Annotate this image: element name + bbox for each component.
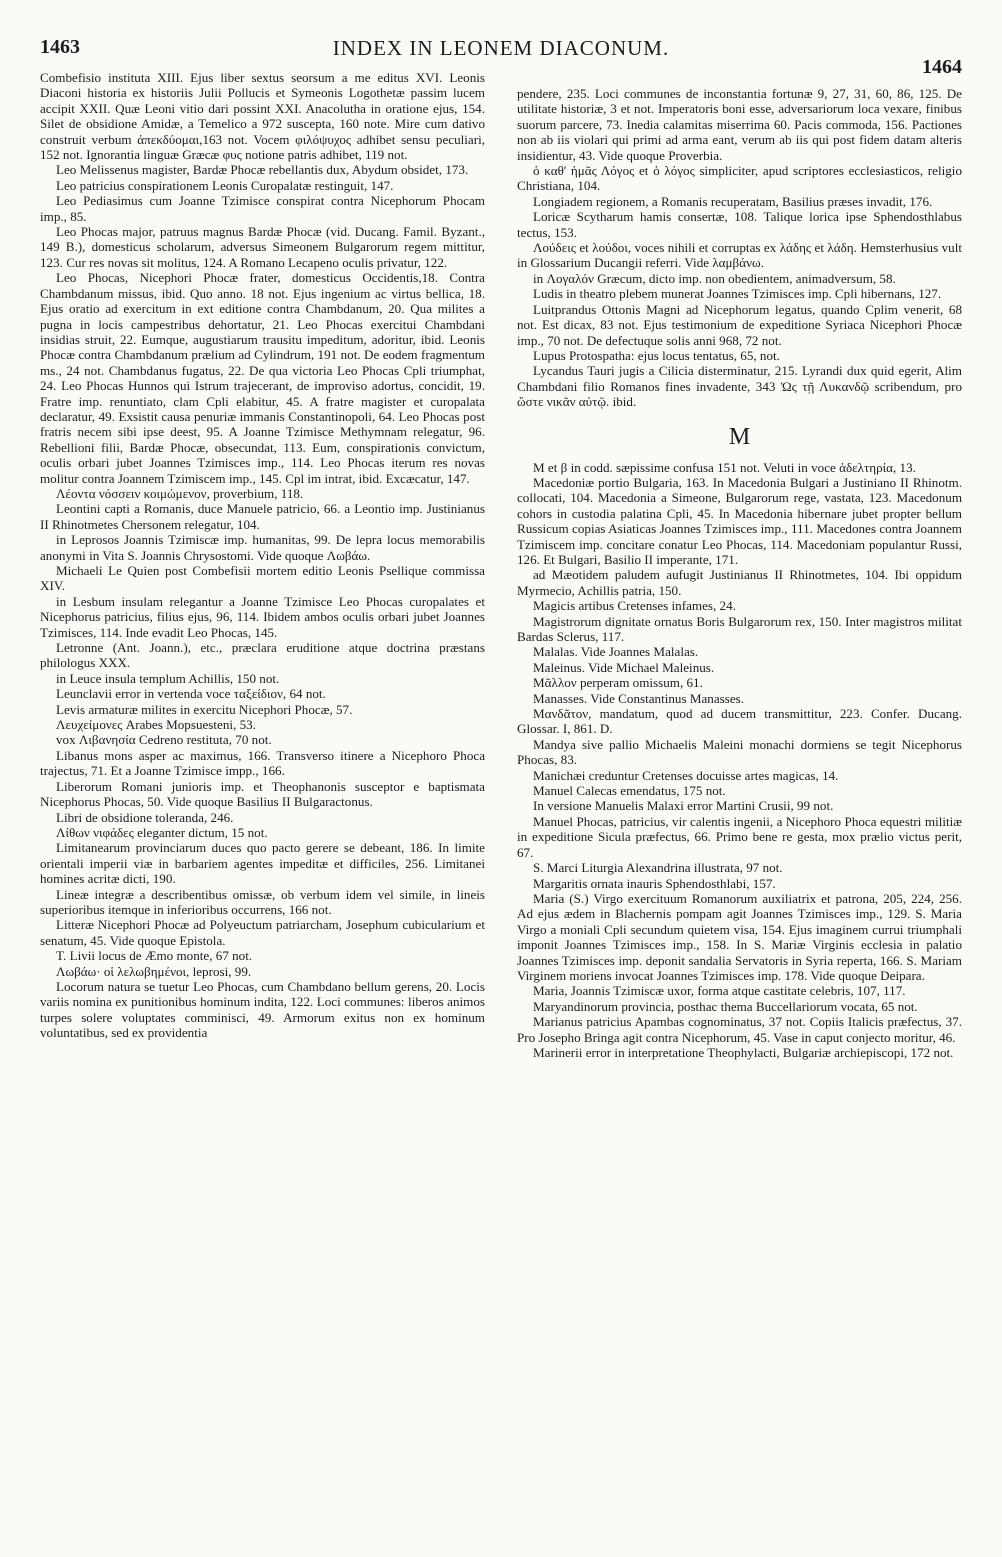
index-entry: Leo Pediasimus cum Joanne Tzimisce conspirat contra Nicephorum Phocam imp., 85. bbox=[40, 193, 485, 224]
index-entry: Λίθων νιφάδες eleganter dictum, 15 not. bbox=[56, 824, 268, 840]
index-entry: Magicis artibus Cretenses infames, 24. bbox=[533, 598, 736, 614]
page-number-right: 1464 bbox=[922, 56, 962, 78]
index-entry: Maria (S.) Virgo exercituum Romanorum auxiliatrix et patrona, 205, 224, 256. Ad ejus ædem in Blachernis pompam agit Joannes Tzimisces imp., 129. S. Maria Virgo a moniali Cpli secundum quietem visa, 154. Ejus imaginem currui triumphali imponit Joannes Tzimisces imp., 158. In S. Mariæ Virginis ecclesia in palatio Joannes Tzimisces imp. deponit sandalia Servatoris in Syria reperta, 166. S. Mariam Virginem moriens invocat Joannes Tzimisces imp. 178. Vide quoque Deipara. bbox=[517, 890, 962, 983]
index-entry: Μᾶλλον perperam omissum, 61. bbox=[533, 675, 703, 691]
index-entry: Λευχείμονες Arabes Mopsuesteni, 53. bbox=[56, 717, 256, 733]
index-entry: Leo patricius conspirationem Leonis Curopalatæ restinguit, 147. bbox=[56, 177, 394, 193]
index-entry: Λωβάω· οἱ λελωβημένοι, leprosi, 99. bbox=[56, 963, 252, 979]
entries-l bbox=[517, 86, 962, 410]
index-entry: Macedoniæ portio Bulgaria, 163. In Macedonia Bulgari a Justiniano II Rhinotm. collocati, 104. Macedonia a Simeone, Bulgarorum rege, vastata, 123. Macedonum cohors in custodia palatina Cpli, 45. In Macedonia hibernare jubet propter bellum Russicum copias Asiaticas Joannes Tzimisces imp., 111. Macedones contra Joannem Tzimiscem imp. concitare conatur Leo Phocas, 114. Macedoniam populantur Russi, 126. Et Bulgari, Basilio II imperante, 171. bbox=[517, 474, 962, 567]
index-entry: Longiadem regionem, a Romanis recuperatam, Basilius præses invadit, 176. bbox=[533, 193, 933, 209]
index-entry: Letronne (Ant. Joann.), etc., præclara eruditione atque doctrina præstans philologus XXX. bbox=[40, 640, 485, 671]
index-entry: M et β in codd. sæpissime confusa 151 not. Veluti in voce ἀδελτηρία, 13. bbox=[533, 459, 916, 475]
index-entry: T. Livii locus de Æmo monte, 67 not. bbox=[56, 948, 253, 964]
index-entry: vox Λιβανησία Cedreno restituta, 70 not. bbox=[56, 732, 272, 748]
index-entry: Leo Phocas, Nicephori Phocæ frater, domesticus Occidentis,18. Contra Chambdanum missus, ibid. Quo anno. 18 not. Ejus ingenium ac virtus bellica, 18. Ejus oratio ad exercitum in ext editione contra Chambdanum, 20. Qua milites a pugna in locis campestribus dehortatur, 21. Leo Phocas exercitui Chambdani insidias struit, 22. Eumque, augustiarum trausitu impeditum, adoritur, ibid. Leonis Phocæ contra Chambdanum prælium ad Cylindrum, 191 not. De eodem fragmentum ms., 24 not. Chambdanus fugatus, 22. De qua victoria Leo Phocas Cpli triumphat, 24. Leo Phocas Hunnos qui Istrum trajecerant, de improviso adortus, concidit, 19. Fratre imp. renuntiato, clam Cpli elabitur, 45. A fratre magister et curopalata declaratur, 49. Exsistit causa penuriæ immanis Constantinopoli, 64. Leo Phocas post fratris necem sibi ipse deest, 95. A Joanne Tzimisce Methymnam relegatur, 96. Rebellioni filii, Bardæ Phocæ, obsecundat, 113. Eum, conspirationis convictum, oculis orbari jubet Joannes Tzimisces imp., 114. Leo Phocas iterum res novas molitur contra Joannem Tzimiscem imp., 145. Cpl im intrat, ibid. Excæcatur, 147. bbox=[40, 270, 485, 486]
index-entry: Limitanearum provinciarum duces quo pacto gerere se debeant, 186. In limite orientali imperii viæ in barbariem agentes impeditæ et difficiles, 256. Limitanei homines acritæ dicti, 190. bbox=[40, 840, 485, 887]
index-entry: in Leuce insula templum Achillis, 150 not. bbox=[56, 670, 280, 686]
index-entry: Leontini capti a Romanis, duce Manuele patricio, 66. a Leontio imp. Justinianus II Rhinotmetes Chersonem relegatur, 104. bbox=[40, 501, 485, 532]
index-entry: Margaritis ornata inauris Sphendosthlabi, 157. bbox=[533, 875, 776, 891]
index-entry: Loricæ Scytharum hamis consertæ, 108. Talique lorica ipse Sphendosthlabus tectus, 153. bbox=[517, 209, 962, 240]
entries-m bbox=[517, 460, 962, 1061]
index-entry: Leo Melissenus magister, Bardæ Phocæ rebellantis dux, Abydum obsidet, 173. bbox=[56, 162, 469, 178]
index-entry: ad Mæotidem paludem aufugit Justinianus II Rhinotmetes, 104. Ibi oppidum Myrmecio, Achillis patria, 150. bbox=[517, 567, 962, 598]
index-entry: In versione Manuelis Malaxi error Martini Crusii, 99 not. bbox=[533, 798, 834, 814]
index-entry: S. Marci Liturgia Alexandrina illustrata, 97 not. bbox=[533, 860, 783, 876]
index-entry: Liberorum Romani junioris imp. et Theophanonis susceptor e baptismata Nicephorus Phocas, 50. Vide quoque Basilius II Bulgaractonus. bbox=[40, 778, 485, 810]
index-entry: in Lesbum insulam relegantur a Joanne Tzimisce Leo Phocas curopalates et Nicephorus patricius, filius ejus, 96, 114. Ibidem ambos oculis orbari jubet Joannes Tzimisces, 114. Inde evadit Leo Phocas, 145. bbox=[40, 593, 485, 640]
index-entry: Λέοντα νόσσειν κοιμώμενον, proverbium, 118. bbox=[56, 485, 304, 501]
index-entry: Malalas. Vide Joannes Malalas. bbox=[533, 644, 699, 660]
index-entry: Libanus mons asper ac maximus, 166. Transverso itinere a Nicephoro Phoca trajectus, 71. Et a Joanne Tzimisce impp., 166. bbox=[40, 747, 485, 779]
index-entry: Manuel Phocas, patricius, vir calentis ingenii, a Nicephoro Phoca equestri militiæ in expeditione Sicula præfectus, 66. Primo bene re gesta, mox prælio victus perit, 67. bbox=[517, 813, 962, 860]
index-entry: Combefisio instituta XIII. Ejus liber sextus seorsum a me editus XVI. Leonis Diaconi historia ex historiis Julii Pollucis et Symeonis Logothetæ passim lucem accipit XXII. Quæ Leoni vitio dari possint XXI. Anacolutha in oratione ejus, 154. Silet de obsidione Amidæ, a Temelico a 972 suscepta, 160 note. Mire cum dativo construit verbum ἀπεκδύομαι,163 not. Vocem φιλόψυχος adhibet sensu peculiari, 152 not. Ignorantia linguæ Græcæ φυς notione patris adhibet, 119 not. bbox=[40, 70, 485, 163]
index-entry: Maryandinorum provincia, posthac thema Buccellariorum vocata, 65 not. bbox=[533, 998, 918, 1014]
index-entry: Lineæ integræ a describentibus omissæ, ob verbum idem vel simile, in lineis superioribus itemque in inferioribus occurrens, 166 not. bbox=[40, 886, 485, 917]
index-entry: Maleinus. Vide Michael Maleinus. bbox=[533, 659, 715, 675]
left-column bbox=[40, 70, 485, 1540]
index-entry: Leo Phocas major, patruus magnus Bardæ Phocæ (vid. Ducang. Famil. Byzant., 149 B.), domesticus scholarum, adversus Simeonem Bulgarorum regem mittitur, 123. Cur res novas sit molitus, 124. A Romano Lecapeno oculis privatur, 122. bbox=[40, 224, 485, 270]
index-entry: Ludis in theatro plebem munerat Joannes Tzimisces imp. Cpli hibernans, 127. bbox=[533, 286, 942, 302]
index-entry: Mandya sive pallio Michaelis Maleini monachi dormiens se tegit Nicephorus Phocas, 83. bbox=[517, 736, 962, 768]
index-entry: Maria, Joannis Tzimiscæ uxor, forma atque castitate celebris, 107, 117. bbox=[533, 983, 906, 999]
index-entry: Locorum natura se tuetur Leo Phocas, cum Chambdano bellum gerens, 20. Locis variis nomina ex punitionibus hominum indita, 122. Loci communes: liberos animos turpes solere voluptates comminisci, 49. Armorum exitus non ex hominum voluntatibus, sed ex providentia bbox=[40, 978, 485, 1041]
index-entry: Lupus Protospatha: ejus locus tentatus, 65, not. bbox=[533, 347, 780, 363]
index-entry: pendere, 235. Loci communes de inconstantia fortunæ 9, 27, 31, 60, 86, 125. De utilitate historiæ, 3 et not. Imperatoris boni esse, adversariorum loca vexare, finibus suorum parcere, 73. Inedia calamitas miserrima 60. Pacis commoda, 156. Pactiones non ab iis violari qui primi ad arma eant, verum ab iis qui post fidem datam alteris insidientur, 43. Vide quoque Proverbia. bbox=[517, 86, 962, 163]
index-entry: Manuel Calecas emendatus, 175 not. bbox=[533, 783, 726, 799]
index-entry: Manasses. Vide Constantinus Manasses. bbox=[533, 690, 745, 706]
page-header bbox=[40, 26, 962, 78]
index-entry: Libri de obsidione toleranda, 246. bbox=[56, 809, 234, 825]
index-entry: ὁ καθ' ἡμᾶς Λόγος et ὁ λόγος simpliciter, apud scriptores ecclesiasticos, religio Christiana, 104. bbox=[517, 163, 962, 194]
index-entry: Manichæi creduntur Cretenses docuisse artes magicas, 14. bbox=[533, 767, 839, 783]
index-entry: Magistrorum dignitate ornatus Boris Bulgarorum rex, 150. Inter magistros militat Bardas Sclerus, 117. bbox=[517, 613, 962, 644]
index-entry: Lycandus Tauri jugis a Cilicia disterminatur, 215. Lyrandi dux quid egerit, Alim Chambdani filio Romanos fines invadente, 343 Ὡς τῇ Λυκανδῷ scribendum, pro ὥστε νικᾶν αὐτῷ. ibid. bbox=[517, 363, 962, 410]
index-entry: Leunclavii error in vertenda voce ταξείδιον, 64 not. bbox=[56, 686, 326, 702]
index-entry: Michaeli Le Quien post Combefisii mortem editio Leonis Psellique commissa XIV. bbox=[40, 563, 485, 594]
index-entry: Luitprandus Ottonis Magni ad Nicephorum legatus, quando Cplim venerit, 68 not. Est dicax, 83 not. Ejus testimonium de expeditione Syriaca Nicephori Phocæ imp., 70 not. De defectuque solis anni 968, 72 not. bbox=[517, 301, 962, 348]
index-entry: Λούδεις et λούδοι, voces nihili et corruptas ex λάδης et λάδη. Hemsterhusius vult in Glossarium Ducangii referri. Vide λαμβάνω. bbox=[517, 240, 962, 271]
index-entry: in Leprosos Joannis Tzimiscæ imp. humanitas, 99. De lepra locus memorabilis anonymi in Vita S. Joannis Chrysostomi. Vide quoque Λωβάω. bbox=[40, 532, 485, 563]
page-title: INDEX IN LEONEM DIACONUM. bbox=[332, 36, 670, 60]
index-entry: in Λογαλόν Græcum, dicto imp. non obedientem, animadversum, 58. bbox=[533, 270, 896, 286]
index-entry: Litteræ Nicephori Phocæ ad Polyeuctum patriarcham, Josephum cubicularium et senatum, 45. Vide quoque Epistola. bbox=[40, 917, 485, 948]
index-entry: Levis armaturæ milites in exercitu Nicephori Phocæ, 57. bbox=[56, 701, 353, 717]
section-letter: M bbox=[728, 423, 751, 450]
right-column bbox=[517, 86, 962, 1556]
index-entry: Marianus patricius Apambas cognominatus, 37 not. Copiis Italicis præfectus, 37. Pro Josepho Bringa agit contra Nicephorum, 45. Vase in caput conjecto moritur, 46. bbox=[517, 1014, 962, 1045]
index-entry: Μανδᾶτον, mandatum, quod ad ducem transmittitur, 223. Confer. Ducang. Glossar. I, 861. D. bbox=[517, 706, 962, 737]
index-entry: Marinerii error in interpretatione Theophylacti, Bulgariæ archiepiscopi, 172 not. bbox=[533, 1044, 954, 1060]
page-number-left: 1463 bbox=[40, 36, 80, 58]
